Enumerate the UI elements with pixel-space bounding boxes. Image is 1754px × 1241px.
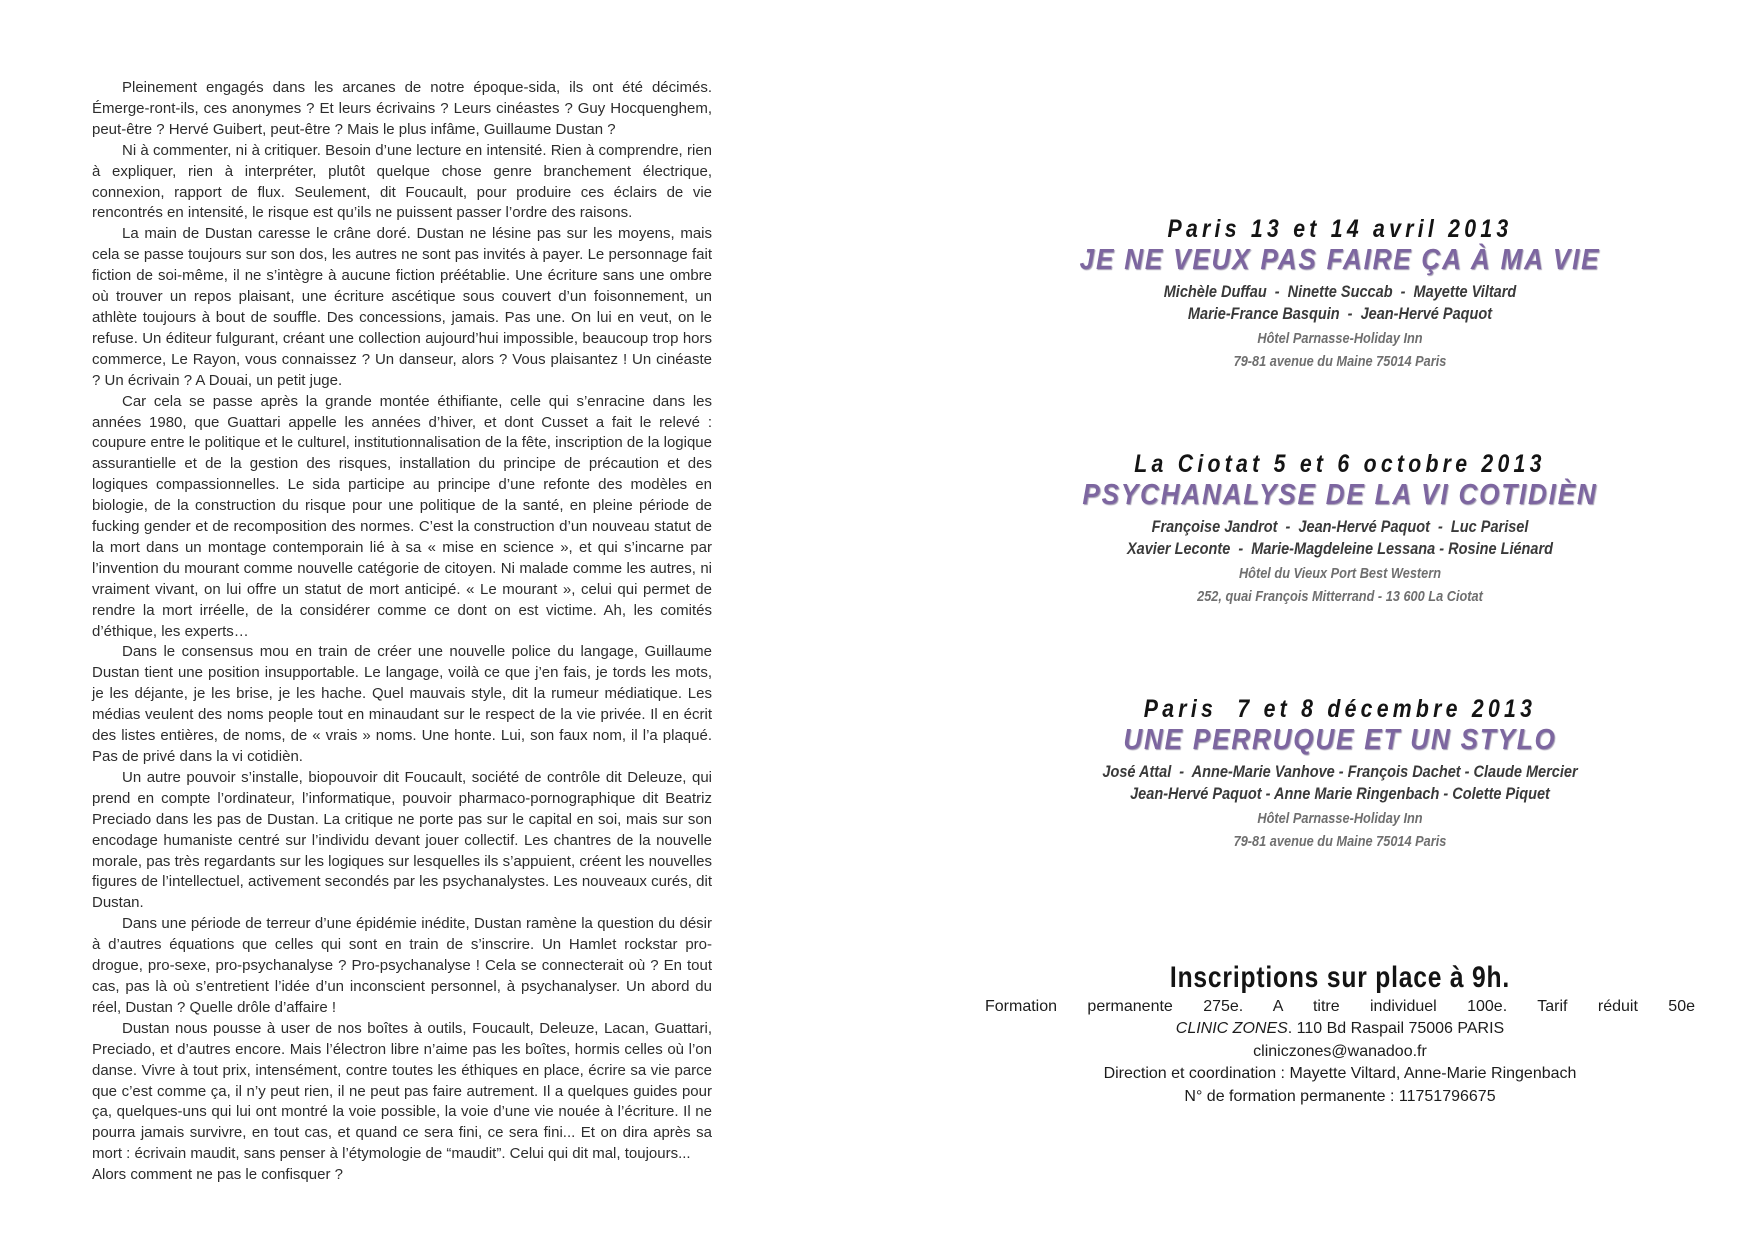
essay-paragraph: Pleinement engagés dans les arcanes de notre époque-sida, ils ont été décimés. Émerge-ront-ils, ces anonymes ? Et leurs écrivains ? Leurs cinéastes ? Guy Hocquenghem, peut-être ? Hervé Guibert, peut-être ? Mais le plus infâme, Guillaume Dustan ? [92, 79, 712, 138]
event-block-paris-avril [985, 214, 1695, 374]
essay-paragraph: Un autre pouvoir s’installe, biopouvoir dit Foucault, société de contrôle dit Deleuze, qui prend en compte l’ordinateur, l’informatique, pouvoir pharmaco-pornographique dit Beatriz Preciado dans les pas de Dustan. La critique ne porte pas sur le capital en soi, mais sur son encodage humaniste centré sur l’individu devant jouer collectif. Les chantres de la nouvelle morale, pas très regardants sur les logiques sur lesquelles ils s’appuient, créent les nouvelles figures de l’intellectuel, activement secondés par les psychanalystes. Les nouveaux curés, dit Dustan. [92, 768, 712, 912]
essay-paragraph: Dans une période de terreur d’une épidémie inédite, Dustan ramène la question du désir à d’autres équations que celles qui sont en train de s’inscrire. Un Hamlet rockstar pro-drogue, pro-sexe, pro-psychanalyse ? Pro-psychanalyse ! Cela se connecterait où ? En tout cas, pas là où s’entretient l’idée d’un inconscient personnel, à psychanalyser. Un abord du réel, Dustan ? Quelle drôle d’affaire ! [92, 915, 712, 1016]
essay-paragraph: Dustan nous pousse à user de nos boîtes à outils, Foucault, Deleuze, Lacan, Guattari, Preciado, et d’autres encore. Mais l’électron libre n’aime pas les boîtes, hormis celles où l’on danse. Vivre à tout prix, intensément, contre toutes les éthiques en place, écrire sa vie parce que c’est comme ça, il n’y peut rien, il ne peut pas faire autrement. Il a quelques guides pour ça, quelques-uns qui lui ont montré la voie possible, la voie d’une vie nouée à l’écriture. Il ne pourra jamais survivre, en tout cas, et quand ce sera fini, ce sera fini... Et on dira après sa mort : écrivain maudit, sans penser à l’étymologie de “maudit”. Celui qui dit mal, toujours... [92, 1019, 712, 1163]
registration-permit-number: N° de formation permanente : 11751796675 [1184, 1087, 1496, 1105]
registration-email: cliniczones@wanadoo.fr [1253, 1042, 1427, 1060]
essay-closing-line: Alors comment ne pas le confisquer ? [92, 1166, 343, 1184]
event-speakers-line: Françoise Jandrot - Jean-Hervé Paquot - Luc Parisel [1151, 518, 1529, 536]
event-speakers-line: Michèle Duffau - Ninette Succab - Mayette Viltard [1163, 283, 1517, 301]
event-date-heading: La Ciotat 5 et 6 octobre 2013 [1134, 450, 1546, 478]
event-venue: Hôtel du Vieux Port Best Western [1238, 566, 1442, 582]
event-speakers-line: Marie-France Basquin - Jean-Hervé Paquot [1187, 305, 1493, 323]
essay-paragraph: Car cela se passe après la grande montée éthifiante, celle qui s’enracine dans les années 1980, que Guattari appelle les années d’hiver, et dont Cusset a fait le relevé : coupure entre le politique et le culturel, institutionnalisation de la fête, inscription de la logique assurantielle et de la gestion des risques, installation du principe de précaution et des logiques compassionnelles. Le sida participe au principe d’une refonte des modèles en biologie, de la construction du risque pour une politique de la santé, en pleine période de fucking gender et de recomposition des normes. C’est la construction d’un nouveau statut de la mort dans un montage contemporain lié à sa « mise en science », et qui s’incarne par l’invention du mourant comme nouvelle catégorie de citoyen. Ni malade comme les autres, ni vraiment vivant, on lui offre un statut de mort anticipé. « Le mourant », celui qui permet de rendre la mort irréelle, de la considérer comme ce dont on est victime. Ah, les comités d’éthique, les experts… [92, 392, 712, 640]
registration-direction: Direction et coordination : Mayette Viltard, Anne-Marie Ringenbach [1103, 1065, 1577, 1083]
event-venue-address: 252, quai François Mitterrand - 13 600 La Ciotat [1197, 589, 1483, 605]
event-title: JE NE VEUX PAS FAIRE ÇA À MA VIE [1079, 244, 1601, 276]
event-block-laciotat-octobre [985, 449, 1695, 609]
event-block-paris-decembre [985, 694, 1695, 854]
registration-block [985, 960, 1695, 1108]
event-speakers-line: Jean-Hervé Paquot - Anne Marie Ringenbach - Colette Piquet [1130, 785, 1550, 803]
event-date-heading: Paris 13 et 14 avril 2013 [1167, 215, 1513, 243]
org-address: . 110 Bd Raspail 75006 PARIS [1287, 1020, 1505, 1038]
registration-heading: Inscriptions sur place à 9h. [1169, 961, 1511, 994]
essay-paragraph: La main de Dustan caresse le crâne doré. Dustan ne lésine pas sur les moyens, mais cela se passe toujours sur son dos, les autres ne sont pas invités à payer. Le personnage fait fiction de soi-même, il ne s’intègre à aucune fiction préétablie. Une écriture sans une ombre où trouver un repos plaisant, une écriture ascétique sous couvert d’un foisonnement, un athlète toujours à bout de souffle. Des concessions, jamais. Pas une. On lui en veut, on le refuse. Un éditeur fulgurant, créant une collection aujourd’hui impossible, beaucoup trop hors commerce, Le Rayon, vous connaissez ? Un danseur, alors ? Vous plaisantez ! Un cinéaste ? Un écrivain ? A Douai, un petit juge. [92, 225, 712, 389]
event-venue-address: 79-81 avenue du Maine 75014 Paris [1233, 834, 1447, 850]
registration-pricing: Formation permanente 275e. A titre individuel 100e. Tarif réduit 50e [985, 998, 1695, 1015]
event-title: PSYCHANALYSE DE LA VI COTIDIÈN [1082, 479, 1598, 511]
essay-paragraph: Dans le consensus mou en train de créer une nouvelle police du langage, Guillaume Dustan tient une position insupportable. Le langage, voilà ce que j’en fais, je tords les mots, je les déjante, je les brise, je les hache. Quel mauvais style, dit la rumeur médiatique. Les médias veulent des noms people tout en minaudant sur le respect de la vie privée. Il en écrit des listes entières, de noms, de « vrais » noms. Une honte. Lui, son faux nom, il l’a plaqué. Pas de privé dans la vi cotidièn. [92, 643, 712, 765]
event-speakers-line: Xavier Leconte - Marie-Magdeleine Lessana - Rosine Liénard [1126, 540, 1554, 558]
essay-column [92, 78, 712, 1186]
event-venue-address: 79-81 avenue du Maine 75014 Paris [1233, 354, 1447, 370]
event-speakers-line: José Attal - Anne-Marie Vanhove - François Dachet - Claude Mercier [1102, 763, 1578, 781]
event-venue: Hôtel Parnasse-Holiday Inn [1257, 811, 1423, 827]
event-date-heading: Paris 7 et 8 décembre 2013 [1143, 695, 1537, 723]
event-venue: Hôtel Parnasse-Holiday Inn [1257, 331, 1423, 347]
event-title: UNE PERRUQUE ET UN STYLO [1123, 724, 1557, 756]
essay-paragraph: Ni à commenter, ni à critiquer. Besoin d’une lecture en intensité. Rien à comprendre, rien à expliquer, rien à interpréter, plutôt quelque chose genre branchement électrique, connexion, rapport de flux. Seulement, dit Foucault, pour produire ces éclairs de vie rencontrés en intensité, le risque est qu’ils ne puissent passer l’ordre des raisons. [92, 141, 712, 222]
org-name: CLINIC ZONES [1175, 1020, 1288, 1038]
registration-org-address [985, 1018, 1695, 1040]
